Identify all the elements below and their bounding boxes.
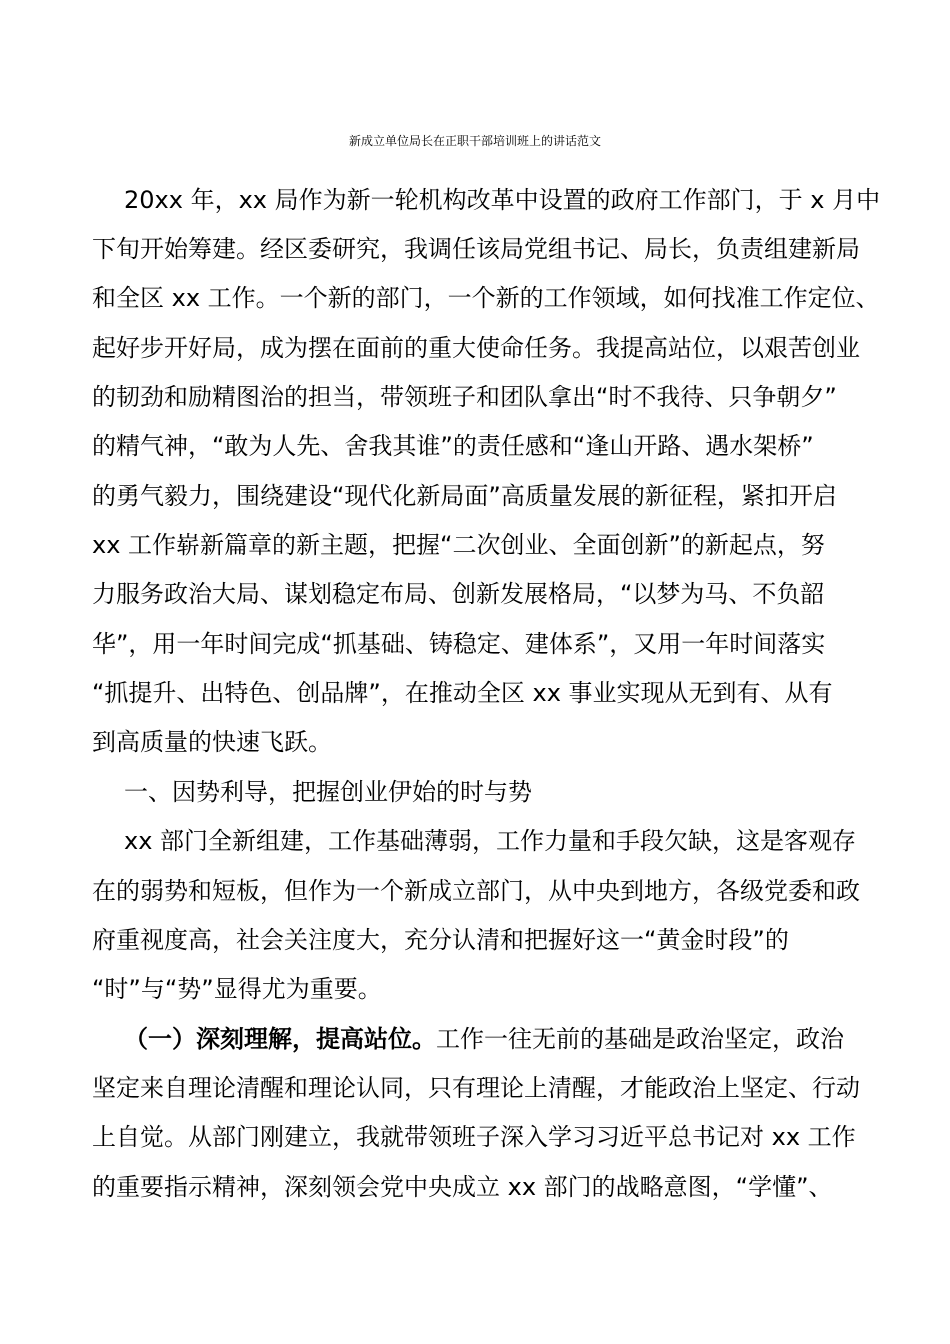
paragraph-line: 到高质量的快速飞跃。	[92, 728, 332, 756]
paragraph-line: 20xx 年，xx 局作为新一轮机构改革中设置的政府工作部门，于 x 月中	[124, 186, 881, 214]
paragraph-line: “抓提升、出特色、创品牌”，在推动全区 xx 事业实现从无到有、从有	[92, 679, 833, 707]
paragraph-line: 上自觉。从部门刚建立，我就带领班子深入学习习近平总书记对 xx 工作	[92, 1123, 856, 1151]
subsection-text: 工作一往无前的基础是政治坚定，政治	[436, 1025, 844, 1053]
paragraph-line: 和全区 xx 工作。一个新的部门，一个新的工作领域，如何找准工作定位、	[92, 284, 880, 312]
document-title: 新成立单位局长在正职干部培训班上的讲话范文	[348, 134, 601, 148]
paragraph-line: 下旬开始筹建。经区委研究，我调任该局党组书记、局长，负责组建新局	[92, 235, 860, 263]
paragraph-line: 的精气神，“敢为人先、舍我其谁”的责任感和“逢山开路、遇水架桥”	[92, 432, 814, 460]
paragraph-line: 坚定来自理论清醒和理论认同，只有理论上清醒，才能政治上坚定、行动	[92, 1074, 860, 1102]
paragraph-line: xx 工作崭新篇章的新主题，把握“二次创业、全面创新”的新起点，努	[92, 531, 825, 559]
paragraph-line: xx 部门全新组建，工作基础薄弱，工作力量和手段欠缺，这是客观存	[124, 827, 857, 855]
paragraph-line: 府重视度高，社会关注度大，充分认清和把握好这一“黄金时段”的	[92, 926, 789, 954]
paragraph-line: 的重要指示精神，深刻领会党中央成立 xx 部门的战略意图，“学懂”、	[92, 1173, 833, 1201]
subsection-heading: （一）深刻理解，提高站位。	[124, 1025, 436, 1053]
paragraph-line: 的韧劲和励精图治的担当，带领班子和团队拿出“时不我待、只争朝夕”	[92, 383, 837, 411]
paragraph-line: 华”，用一年时间完成“抓基础、铸稳定、建体系”，又用一年时间落实	[92, 630, 826, 658]
paragraph-line: 的勇气毅力，围绕建设“现代化新局面”高质量发展的新征程，紧扣开启	[92, 482, 837, 510]
paragraph-line: 在的弱势和短板，但作为一个新成立部门，从中央到地方，各级党委和政	[92, 877, 860, 905]
paragraph-line: 力服务政治大局、谋划稳定布局、创新发展格局，“以梦为马、不负韶	[92, 580, 825, 608]
section-heading: 一、因势利导，把握创业伊始的时与势	[124, 778, 532, 806]
paragraph-line: 起好步开好局，成为摆在面前的重大使命任务。我提高站位，以艰苦创业	[92, 334, 860, 362]
subsection-line	[124, 1021, 924, 1057]
paragraph-line: “时”与“势”显得尤为重要。	[92, 975, 382, 1003]
